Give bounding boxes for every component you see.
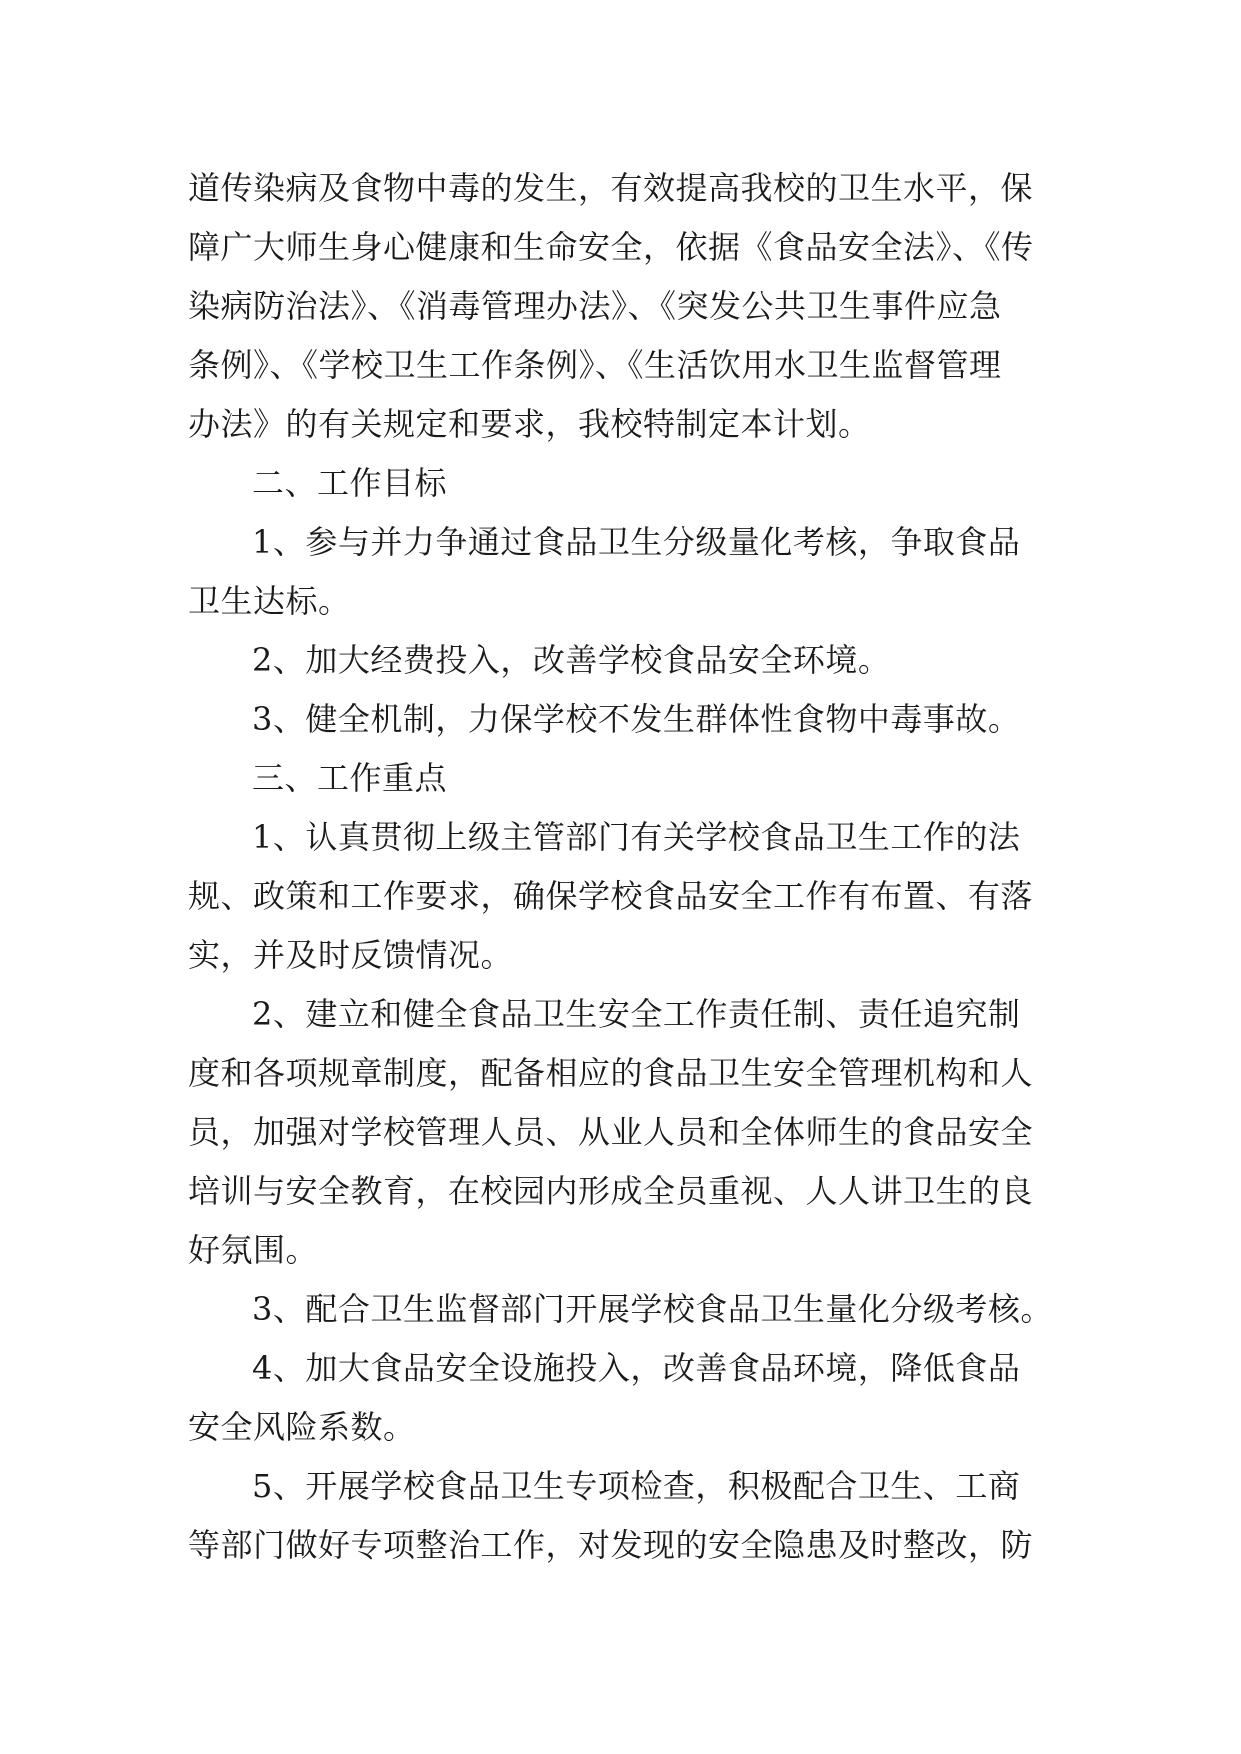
text-line: 等部门做好专项整治工作，对发现的安全隐患及时整改，防 [188, 1526, 1034, 1564]
text-line: 卫生达标。 [188, 582, 351, 620]
text-line: 1、参与并力争通过食品卫生分级量化考核，争取食品 [252, 523, 1021, 561]
text-line: 3、健全机制，力保学校不发生群体性食物中毒事故。 [252, 700, 1021, 738]
text-line: 三、工作重点 [252, 759, 448, 797]
text-line: 员，加强对学校管理人员、从业人员和全体师生的食品安全 [188, 1113, 1034, 1151]
text-line: 5、开展学校食品卫生专项检查，积极配合卫生、工商 [252, 1467, 1021, 1505]
text-line: 3、配合卫生监督部门开展学校食品卫生量化分级考核。 [252, 1290, 1053, 1328]
text-line: 实，并及时反馈情况。 [188, 936, 514, 974]
text-line: 1、认真贯彻上级主管部门有关学校食品卫生工作的法 [252, 818, 1021, 856]
text-line: 二、工作目标 [252, 464, 448, 502]
document-body [188, 159, 1058, 1575]
text-line: 规、政策和工作要求，确保学校食品安全工作有布置、有落 [188, 877, 1034, 915]
text-line: 培训与安全教育，在校园内形成全员重视、人人讲卫生的良 [188, 1172, 1034, 1210]
text-line: 道传染病及食物中毒的发生，有效提高我校的卫生水平，保 [188, 169, 1034, 207]
text-line: 安全风险系数。 [188, 1408, 416, 1446]
text-line: 4、加大食品安全设施投入，改善食品环境，降低食品 [252, 1349, 1021, 1387]
text-line: 度和各项规章制度，配备相应的食品卫生安全管理机构和人 [188, 1054, 1034, 1092]
text-line: 2、建立和健全食品卫生安全工作责任制、责任追究制 [252, 995, 1021, 1033]
text-line: 障广大师生身心健康和生命安全，依据《食品安全法》、《传 [188, 228, 1034, 266]
text-line: 好氛围。 [188, 1231, 319, 1269]
text-line: 2、加大经费投入，改善学校食品安全环境。 [252, 641, 891, 679]
text-line: 条例》、《学校卫生工作条例》、《生活饮用水卫生监督管理 [188, 346, 1002, 384]
text-line: 染病防治法》、《消毒管理办法》、《突发公共卫生事件应急 [188, 287, 1002, 325]
text-line: 办法》的有关规定和要求，我校特制定本计划。 [188, 405, 871, 443]
